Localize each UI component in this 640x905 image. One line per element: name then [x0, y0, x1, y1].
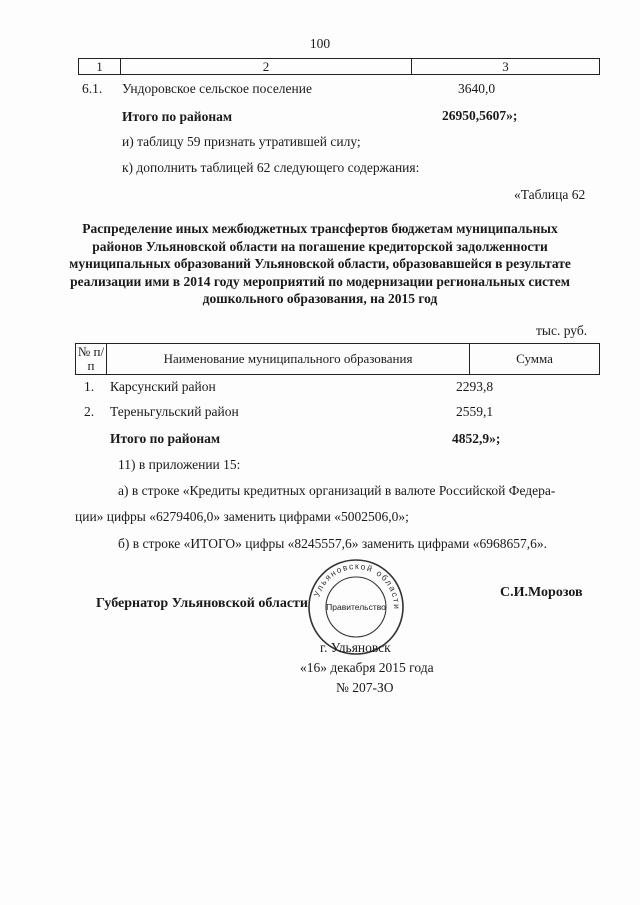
header-num: № п/п [76, 344, 107, 375]
row-2-name: Тереньгульский район [110, 404, 239, 419]
paragraph-b: б) в строке «ИТОГО» цифры «8245557,6» заменить цифрами «6968657,6». [118, 536, 548, 551]
paragraph-k: к) дополнить таблицей 62 следующего содержания: [122, 160, 420, 175]
table-label: «Таблица 62 [514, 187, 586, 202]
governor-name: С.И.Морозов [500, 585, 583, 600]
table-62 [75, 343, 600, 375]
prev-row-number: 6.1. [82, 81, 103, 96]
row-1-number: 1. [84, 379, 95, 394]
city: г. Ульяновск [320, 640, 391, 655]
law-number: № 207-ЗО [336, 680, 394, 695]
table-title: Распределение иных межбюджетных трансфертов бюджетам муниципальных районов Ульяновской области на погашение кредиторской задолженности муниципальных образований Ульяновской области, образовавшейся в результате реализации ими в 2014 году мероприятий по модернизации региональных систем дошкольного образования, на 2015 год [69, 221, 571, 306]
units-label: тыс. руб. [536, 323, 588, 338]
total-sum: 4852,9»; [452, 431, 501, 446]
header-sum: Сумма [470, 344, 600, 375]
header-name: Наименование муниципального образования [107, 344, 470, 375]
prev-row-name: Ундоровское сельское поселение [122, 81, 312, 96]
prev-total-sum: 26950,5607»; [442, 108, 518, 123]
prev-row-sum: 3640,0 [458, 81, 496, 96]
total-label: Итого по районам [110, 431, 221, 446]
paragraph-a-line-1: а) в строке «Кредиты кредитных организаций в валюте Российской Федера- [118, 483, 556, 498]
paragraph-11: 11) в приложении 15: [118, 457, 241, 472]
paragraph-i: и) таблицу 59 признать утратившей силу; [122, 134, 361, 149]
paragraph-a-line-2: ции» цифры «6279406,0» заменить цифрами «5002506,0»; [75, 509, 409, 524]
header-col-3: 3 [412, 59, 600, 75]
header-col-1: 1 [79, 59, 121, 75]
row-2-number: 2. [84, 404, 95, 419]
header-col-2: 2 [121, 59, 412, 75]
row-2-sum: 2559,1 [456, 404, 494, 419]
governor-title: Губернатор Ульяновской области [96, 596, 308, 611]
seal-ring-text: Ульяновской области [311, 560, 403, 611]
page-number: 100 [309, 36, 331, 51]
continued-table-header [78, 58, 600, 75]
prev-total-label: Итого по районам [122, 109, 233, 124]
row-1-sum: 2293,8 [456, 379, 494, 394]
row-1-name: Карсунский район [110, 379, 216, 394]
seal-center-text: Правительство [326, 602, 386, 612]
date: «16» декабря 2015 года [300, 660, 434, 675]
table-header-row [76, 344, 600, 375]
